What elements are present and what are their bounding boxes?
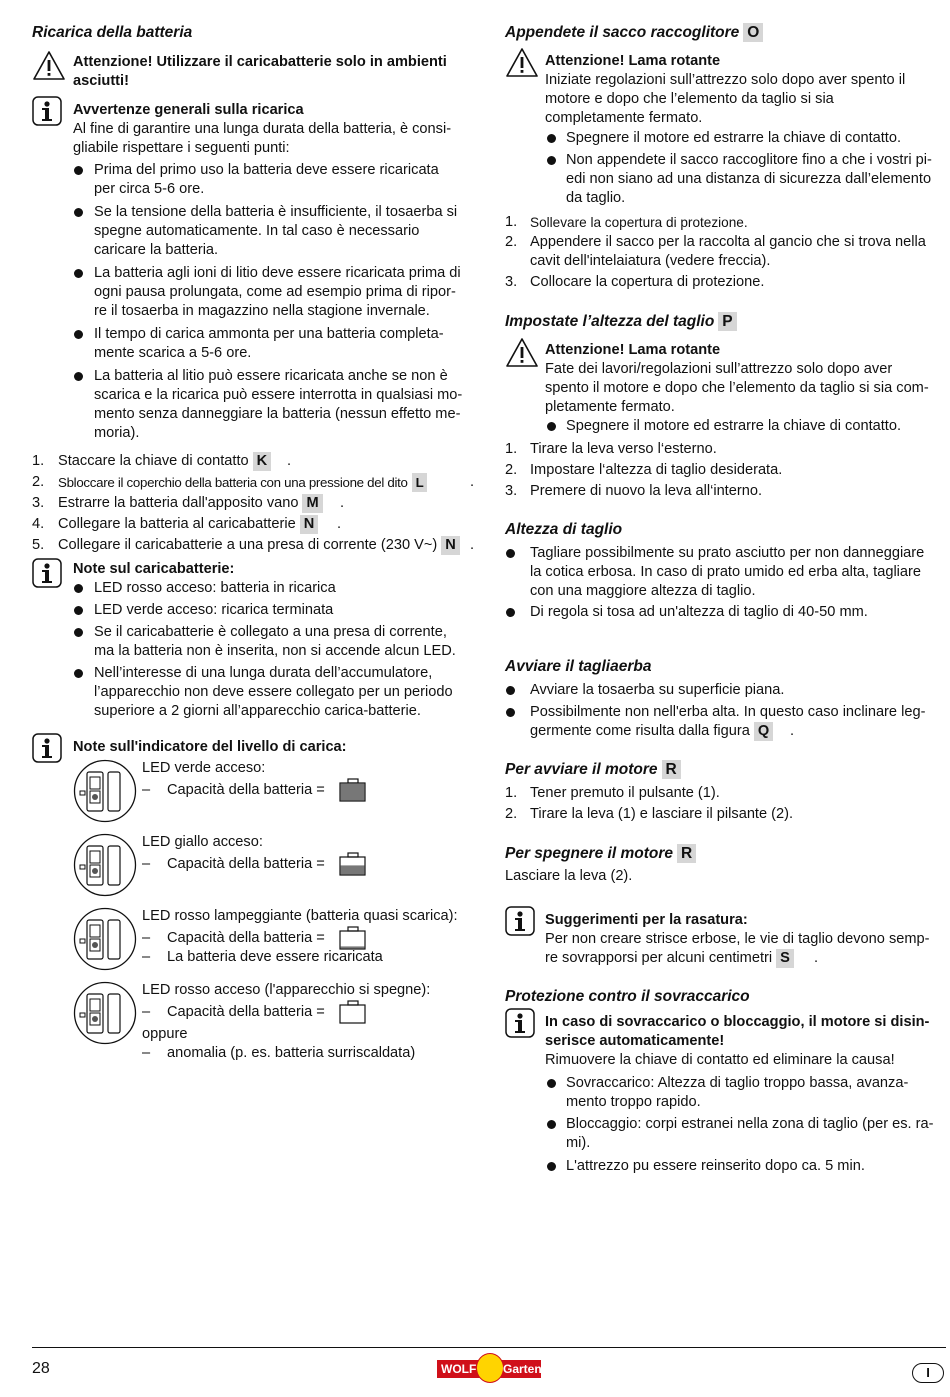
figure-ref-badge: P <box>718 312 736 331</box>
text-line: 2. <box>505 234 518 250</box>
period-mark: . <box>790 723 795 739</box>
section-heading <box>505 987 750 1006</box>
period-mark: . <box>470 537 475 553</box>
text-line: re il tosaerba in magazzino nella stagione invernale. <box>94 303 430 319</box>
text-line: serisce automaticamente! <box>545 1033 725 1049</box>
section-heading <box>505 23 763 42</box>
text-line: 2. <box>505 806 518 822</box>
text-line: Per non creare strisce erbose, le vie di taglio devono semp- <box>545 931 930 947</box>
text-line: Sovraccarico: Altezza di taglio troppo bassa, avanza- <box>566 1075 909 1091</box>
text-line: per circa 5-6 ore. <box>94 181 205 197</box>
section-heading-text: Protezione contro il sovraccarico <box>505 988 750 1005</box>
text-line: caricare la batteria. <box>94 242 219 258</box>
figure-ref-badge: R <box>662 760 681 779</box>
text-line: Attenzione! Lama rotante <box>545 53 721 69</box>
bullet-dot <box>74 330 83 339</box>
text-line: spento il motore e dopo che l’elemento da taglio si sia com- <box>545 380 929 396</box>
bullet-dot <box>74 269 83 278</box>
text-line: edi non siano ad una distanza di sicurezza dall’elemento <box>566 171 932 187</box>
section-heading <box>505 760 681 779</box>
text-line: Spegnere il motore ed estrarre la chiave di contatto. <box>566 418 902 434</box>
period-mark: . <box>287 453 292 469</box>
info-icon <box>32 733 62 763</box>
warning-icon <box>505 337 539 369</box>
dash-mark: – <box>142 1045 151 1061</box>
charger-led-icon <box>73 833 137 897</box>
text-line: germente come risulta dalla figura Q <box>530 722 773 741</box>
wolf-head-icon <box>476 1353 504 1383</box>
text-line: Al fine di garantire una lunga durata della batteria, è consi- <box>73 121 452 137</box>
bullet-dot <box>74 606 83 615</box>
text-line: 1. <box>505 441 518 457</box>
text-line: la cotica erbosa. In caso di prato umido ed erba alta, tagliare <box>530 564 922 580</box>
text-line: scarica e la ricarica può essere interrotta in qualsiasi mo- <box>94 387 463 403</box>
figure-ref-badge: S <box>776 949 794 968</box>
text-line: La batteria agli ioni di litio deve essere ricaricata prima di <box>94 265 461 281</box>
section-heading <box>32 23 192 42</box>
section-heading <box>505 657 651 676</box>
text-line: Bloccaggio: corpi estranei nella zona di taglio (per es. ra- <box>566 1116 934 1132</box>
text-line: Sbloccare il coperchio della batteria con una pressione del dito L <box>58 473 427 492</box>
text-line: Tagliare possibilmente su prato asciutto per non danneggiare <box>530 545 925 561</box>
text-line: mento troppo rapido. <box>566 1094 701 1110</box>
text-line: LED verde acceso: <box>142 760 266 776</box>
period-mark: . <box>470 474 475 490</box>
bullet-dot <box>74 584 83 593</box>
text-line: motore e dopo che l’elemento da taglio si sia <box>545 91 834 107</box>
footer-rule <box>32 1347 946 1348</box>
text-line: 3. <box>32 495 45 511</box>
text-line: anomalia (p. es. batteria surriscaldata) <box>167 1045 416 1061</box>
bullet-dot <box>74 208 83 217</box>
text-line: Fate dei lavori/regolazioni sull’attrezzo solo dopo aver <box>545 361 893 377</box>
text-line: oppure <box>142 1026 188 1042</box>
text-line: Lasciare la leva (2). <box>505 868 633 884</box>
text-line: mente scarica a 5-6 ore. <box>94 345 252 361</box>
text-line: re sovrapporsi per alcuni centimetri S <box>545 949 794 968</box>
figure-ref-badge: K <box>253 452 272 471</box>
text-line: Avvertenze generali sulla ricarica <box>73 102 304 118</box>
logo-garten-text: Garten <box>503 1362 542 1376</box>
bullet-dot <box>506 686 515 695</box>
text-line: Se la tensione della batteria è insufficiente, il tosaerba si <box>94 204 458 220</box>
bullet-dot <box>547 134 556 143</box>
text-line: 4. <box>32 516 45 532</box>
text-line: moria). <box>94 425 140 441</box>
section-heading-text: Per avviare il motore <box>505 761 658 778</box>
text-line: Impostare l‘altezza di taglio desiderata. <box>530 462 783 478</box>
text-line: Tirare la leva (1) e lasciare il pilsante (2). <box>530 806 794 822</box>
text-line: cavit dell'intelaiatura (vedere freccia). <box>530 253 771 269</box>
bullet-dot <box>547 422 556 431</box>
dash-mark: – <box>142 930 151 946</box>
period-mark: . <box>337 516 342 532</box>
text-line: Possibilmente non nell'erba alta. In questo caso inclinare leg- <box>530 704 926 720</box>
section-heading-text: Ricarica della batteria <box>32 24 193 41</box>
text-line: 3. <box>505 483 518 499</box>
battery-level-icon <box>339 1000 367 1024</box>
text-line: Non appendete il sacco raccoglitore fino a che i vostri pi- <box>566 152 932 168</box>
text-line: mento senza danneggiare la batteria (nessun effetto me- <box>94 406 461 422</box>
section-heading-text: Appendete il sacco raccoglitore <box>505 24 740 41</box>
text-line: LED rosso lampeggiante (batteria quasi scarica): <box>142 908 458 924</box>
text-line: Premere di nuovo la leva all‘interno. <box>530 483 763 499</box>
bullet-dot <box>74 166 83 175</box>
language-badge <box>912 1363 944 1383</box>
text-line: Staccare la chiave di contatto K <box>58 452 271 471</box>
text-line: Collegare la batteria al caricabatterie N <box>58 515 318 534</box>
charger-led-icon <box>73 907 137 971</box>
text-line: Note sull'indicatore del livello di carica: <box>73 739 347 755</box>
text-line: 2. <box>32 474 45 490</box>
text-line: Nell’interesse di una lunga durata dell’accumulatore, <box>94 665 433 681</box>
bullet-dot <box>74 372 83 381</box>
bullet-dot <box>506 608 515 617</box>
text-line: Note sul caricabatterie: <box>73 561 235 577</box>
info-icon <box>505 906 535 936</box>
text-line: da taglio. <box>566 190 626 206</box>
text-line: Attenzione! Utilizzare il caricabatterie solo in ambienti <box>73 54 447 70</box>
text-line: Suggerimenti per la rasatura: <box>545 912 748 928</box>
bullet-dot <box>547 1162 556 1171</box>
text-line: completamente fermato. <box>545 110 703 126</box>
text-line: Il tempo di carica ammonta per una batteria completa- <box>94 326 444 342</box>
text-line: Estrarre la batteria dall'apposito vano M <box>58 494 323 513</box>
logo-wolf-text: WOLF <box>441 1362 477 1376</box>
section-heading-text: Altezza di taglio <box>505 521 623 538</box>
text-line: Iniziate regolazioni sull’attrezzo solo dopo aver spento il <box>545 72 906 88</box>
text-line: 3. <box>505 274 518 290</box>
warning-icon <box>505 47 539 79</box>
bullet-dot <box>506 708 515 717</box>
figure-ref-badge: N <box>300 515 319 534</box>
text-line: Se il caricabatterie è collegato a una presa di corrente, <box>94 624 447 640</box>
text-line: LED rosso acceso (l'apparecchio si spegne): <box>142 982 431 998</box>
text-line: spegne automaticamente. In tal caso è necessario <box>94 223 420 239</box>
text-line: Capacità della batteria = <box>167 1004 325 1020</box>
text-line: pletamente fermato. <box>545 399 675 415</box>
info-icon <box>32 96 62 126</box>
text-line: ma la batteria non è inserita, non si accende alcun LED. <box>94 643 456 659</box>
text-line: superiore a 2 giorni all’apparecchio carica-batterie. <box>94 703 421 719</box>
text-line: Prima del primo uso la batteria deve essere ricaricata <box>94 162 439 178</box>
text-line: l’apparecchio non deve essere collegato per un periodo <box>94 684 453 700</box>
text-line: Tener premuto il pulsante (1). <box>530 785 720 801</box>
text-line: Tirare la leva verso l‘esterno. <box>530 441 717 457</box>
period-mark: . <box>814 950 819 966</box>
text-line: 1. <box>505 214 518 230</box>
figure-ref-badge: M <box>302 494 322 513</box>
dash-mark: – <box>142 856 151 872</box>
text-line: con una maggiore altezza di taglio. <box>530 583 756 599</box>
battery-level-icon <box>339 926 367 950</box>
dash-mark: – <box>142 782 151 798</box>
text-line: Capacità della batteria = <box>167 782 325 798</box>
bullet-dot <box>74 628 83 637</box>
text-line: Attenzione! Lama rotante <box>545 342 721 358</box>
figure-ref-badge: R <box>677 844 696 863</box>
charger-led-icon <box>73 981 137 1045</box>
text-line: Avviare la tosaerba su superficie piana. <box>530 682 785 698</box>
bullet-dot <box>547 1120 556 1129</box>
text-line: Capacità della batteria = <box>167 856 325 872</box>
text-line: Collegare il caricabatterie a una presa di corrente (230 V~) N <box>58 536 460 555</box>
text-line: LED rosso acceso: batteria in ricarica <box>94 580 336 596</box>
text-line: La batteria al litio può essere ricaricata anche se non è <box>94 368 448 384</box>
language-code: I <box>926 1365 930 1380</box>
text-line: 2. <box>505 462 518 478</box>
text-line: ogni pausa prolungata, come ad esempio prima di ripor- <box>94 284 456 300</box>
bullet-dot <box>506 549 515 558</box>
section-heading <box>505 844 696 863</box>
text-line: Collocare la copertura di protezione. <box>530 274 765 290</box>
section-heading <box>505 312 737 331</box>
section-heading-text: Avviare il tagliaerba <box>505 658 652 675</box>
text-line: asciutti! <box>73 73 129 89</box>
text-line: 1. <box>505 785 518 801</box>
battery-level-icon <box>339 852 367 876</box>
info-icon <box>505 1008 535 1038</box>
text-line: Spegnere il motore ed estrarre la chiave di contatto. <box>566 130 902 146</box>
figure-ref-badge: L <box>412 473 428 492</box>
bullet-dot <box>547 156 556 165</box>
wolf-garten-logo <box>437 1353 541 1383</box>
section-heading <box>505 520 622 539</box>
text-line: LED giallo acceso: <box>142 834 263 850</box>
text-line: La batteria deve essere ricaricata <box>167 949 383 965</box>
page-number: 28 <box>32 1360 50 1377</box>
figure-ref-badge: N <box>441 536 460 555</box>
bullet-dot <box>547 1079 556 1088</box>
text-line: mi). <box>566 1135 591 1151</box>
text-line: In caso di sovraccarico o bloccaggio, il motore si disin- <box>545 1014 930 1030</box>
charger-led-icon <box>73 759 137 823</box>
info-icon <box>32 558 62 588</box>
text-line: Rimuovere la chiave di contatto ed eliminare la causa! <box>545 1052 895 1068</box>
text-line: 1. <box>32 453 45 469</box>
text-line: Appendere il sacco per la raccolta al gancio che si trova nella <box>530 234 926 250</box>
bullet-dot <box>74 669 83 678</box>
text-line: L'attrezzo pu essere reinserito dopo ca. 5 min. <box>566 1158 865 1174</box>
battery-level-icon <box>339 778 367 802</box>
text-line: gliabile rispettare i seguenti punti: <box>73 140 290 156</box>
dash-mark: – <box>142 1004 151 1020</box>
warning-icon <box>32 50 66 82</box>
dash-mark: – <box>142 949 151 965</box>
text-line: Sollevare la copertura di protezione. <box>530 215 748 230</box>
text-line: Capacità della batteria = <box>167 930 325 946</box>
period-mark: . <box>340 495 345 511</box>
section-heading-text: Impostate l’altezza del taglio <box>505 313 715 330</box>
text-line: LED verde acceso: ricarica terminata <box>94 602 334 618</box>
text-line: Di regola si tosa ad un'altezza di taglio di 40-50 mm. <box>530 604 868 620</box>
figure-ref-badge: Q <box>754 722 773 741</box>
figure-ref-badge: O <box>743 23 763 42</box>
text-line: 5. <box>32 537 45 553</box>
section-heading-text: Per spegnere il motore <box>505 845 673 862</box>
